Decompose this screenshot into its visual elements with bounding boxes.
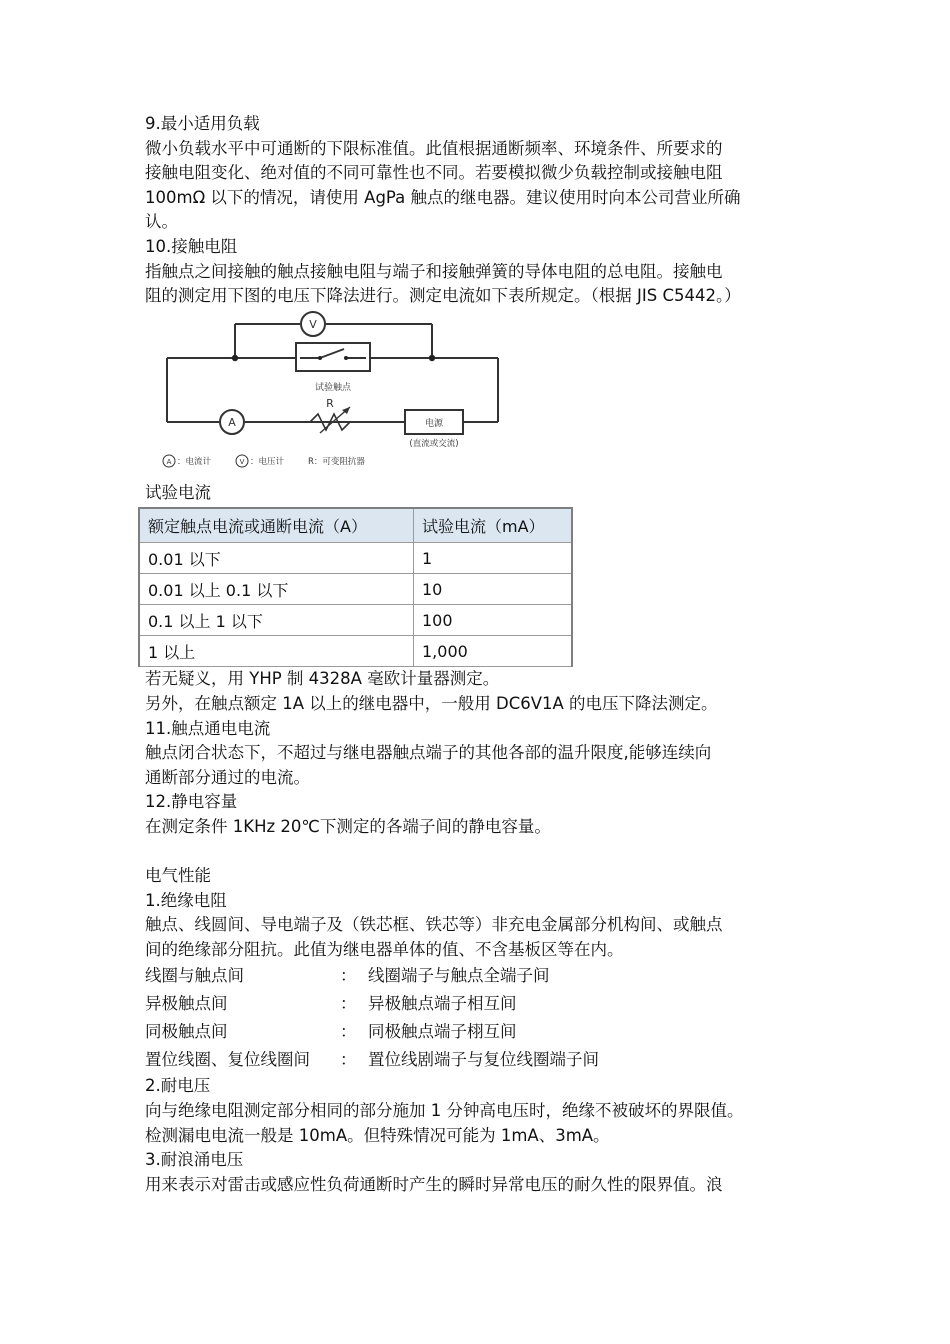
- note-line: 另外，在触点额定 1A 以上的继电器中，一般用 DC6V1A 的电压下降法测定。: [145, 693, 718, 713]
- table-cell: 1,000: [414, 636, 573, 667]
- insulation-pair: [145, 1046, 835, 1074]
- table-cell: 0.01 以上 0.1 以下: [139, 574, 414, 605]
- surge-voltage-line: 用来表示对雷击或感应性负荷通断时产生的瞬时异常电压的耐久性的限界值。浪: [145, 1174, 723, 1194]
- table-cell: 1 以上: [139, 636, 414, 667]
- ammeter-symbol: A: [228, 415, 236, 429]
- section-11-heading: 11.触点通电电流: [145, 718, 271, 738]
- pair-key: 置位线圈、复位线圈间: [145, 1050, 310, 1070]
- test-contact-label: 试验触点: [314, 382, 352, 393]
- table-header-row: [139, 508, 572, 543]
- section-12-line: 在测定条件 1KHz 20℃下测定的各端子间的静电容量。: [145, 816, 551, 836]
- legend-ammeter: ：电流计: [177, 456, 212, 467]
- withstand-voltage-line: 向与绝缘电阻测定部分相同的部分施加 1 分钟高电压时，绝缘不被破坏的界限值。: [145, 1101, 744, 1121]
- insulation-line: 间的绝缘部分阻抗。此值为继电器单体的值、不含基板区等在内。: [145, 939, 624, 959]
- contact-dot-icon: [344, 356, 348, 360]
- section-9-line: 100mΩ 以下的情况，请使用 AgPa 触点的继电器。建议使用时向本公司营业所确: [145, 187, 741, 207]
- circuit-svg: [160, 311, 520, 481]
- power-sublabel: (直流或交流): [409, 438, 459, 449]
- pair-key: 同极触点间: [145, 1022, 228, 1042]
- pair-sep: ：: [340, 1050, 357, 1070]
- pair-key: 线圈与触点间: [145, 966, 244, 986]
- pair-value: 线圈端子与触点全端子间: [368, 966, 550, 986]
- contact-dot-icon: [318, 356, 322, 360]
- legend-voltmeter-symbol: V: [239, 457, 245, 466]
- resistor-symbol: R: [326, 396, 334, 410]
- legend-resistor: R：可变阻抗器: [308, 456, 365, 467]
- table-cell: 0.1 以上 1 以下: [139, 605, 414, 636]
- note-line: 若无疑义，用 YHP 制 4328A 毫欧计量器测定。: [145, 669, 500, 689]
- blank-line: [145, 840, 835, 865]
- insulation-pair: [145, 1018, 835, 1046]
- surge-voltage-heading: 3.耐浪涌电压: [145, 1150, 244, 1170]
- insulation-heading: 1.绝缘电阻: [145, 890, 227, 910]
- column-header: 额定触点电流或通断电流（A）: [139, 508, 414, 543]
- withstand-voltage-heading: 2.耐电压: [145, 1076, 211, 1096]
- electrical-title: 电气性能: [145, 866, 211, 886]
- section-9-line: 接触电阻变化、绝对值的不同可靠性也不同。若要模拟微少负载控制或接触电阻: [145, 163, 723, 183]
- section-9-heading: 9.最小适用负载: [145, 114, 260, 133]
- section-10-heading: 10.接触电阻: [145, 236, 238, 256]
- insulation-line: 触点、线圆间、导电端子及（铁芯框、铁芯等）非充电金属部分机构间、或触点: [145, 915, 723, 935]
- table-caption: 试验电流: [145, 482, 211, 502]
- pair-sep: ：: [340, 966, 357, 986]
- junction-dot-icon: [429, 355, 435, 361]
- table-row: [139, 605, 572, 636]
- legend-voltmeter: ：电压计: [250, 456, 285, 467]
- test-current-table: [138, 507, 573, 667]
- insulation-pair: [145, 990, 835, 1018]
- pair-value: 置位线剧端子与复位线圈端子间: [368, 1050, 599, 1070]
- section-10-line: 阻的测定用下图的电压下降法进行。测定电流如下表所规定。（根据 JIS C5442。）: [145, 286, 741, 306]
- table-row: [139, 636, 572, 667]
- pair-value: 异极触点端子相互间: [368, 994, 517, 1014]
- table-cell: 10: [414, 574, 573, 605]
- pair-sep: ：: [340, 994, 357, 1014]
- pair-value: 同极触点端子栩互间: [368, 1022, 517, 1042]
- table-cell: 1: [414, 543, 573, 574]
- junction-dot-icon: [232, 355, 238, 361]
- section-11-line: 通断部分通过的电流。: [145, 767, 310, 787]
- table-cell: 100: [414, 605, 573, 636]
- section-9-line: 微小负载水平中可通断的下限标准值。此值根据通断频率、环境条件、所要求的: [145, 138, 723, 158]
- column-header: 试验电流（mA）: [414, 508, 573, 543]
- table-row: [139, 543, 572, 574]
- section-10-line: 指触点之间接触的触点接触电阻与端子和接触弹簧的导体电阻的总电阻。接触电: [145, 261, 723, 281]
- section-11-line: 触点闭合状态下，不超过与继电器触点端子的其他各部的温升限度,能够连续向: [145, 743, 712, 763]
- section-9-line: 认。: [145, 212, 178, 232]
- table-row: [139, 574, 572, 605]
- withstand-voltage-line: 检测漏电电流一般是 10mA。但特殊情况可能为 1mA、3mA。: [145, 1125, 610, 1145]
- power-label: 电源: [424, 418, 444, 429]
- section-12-heading: 12.静电容量: [145, 792, 238, 812]
- pair-key: 异极触点间: [145, 994, 228, 1014]
- document-body: [145, 112, 835, 1197]
- pair-sep: ：: [340, 1022, 357, 1042]
- voltmeter-symbol: V: [309, 317, 317, 331]
- insulation-pair: [145, 962, 835, 990]
- circuit-diagram: [160, 311, 520, 481]
- legend-ammeter-symbol: A: [166, 457, 172, 466]
- table-cell: 0.01 以下: [139, 543, 414, 574]
